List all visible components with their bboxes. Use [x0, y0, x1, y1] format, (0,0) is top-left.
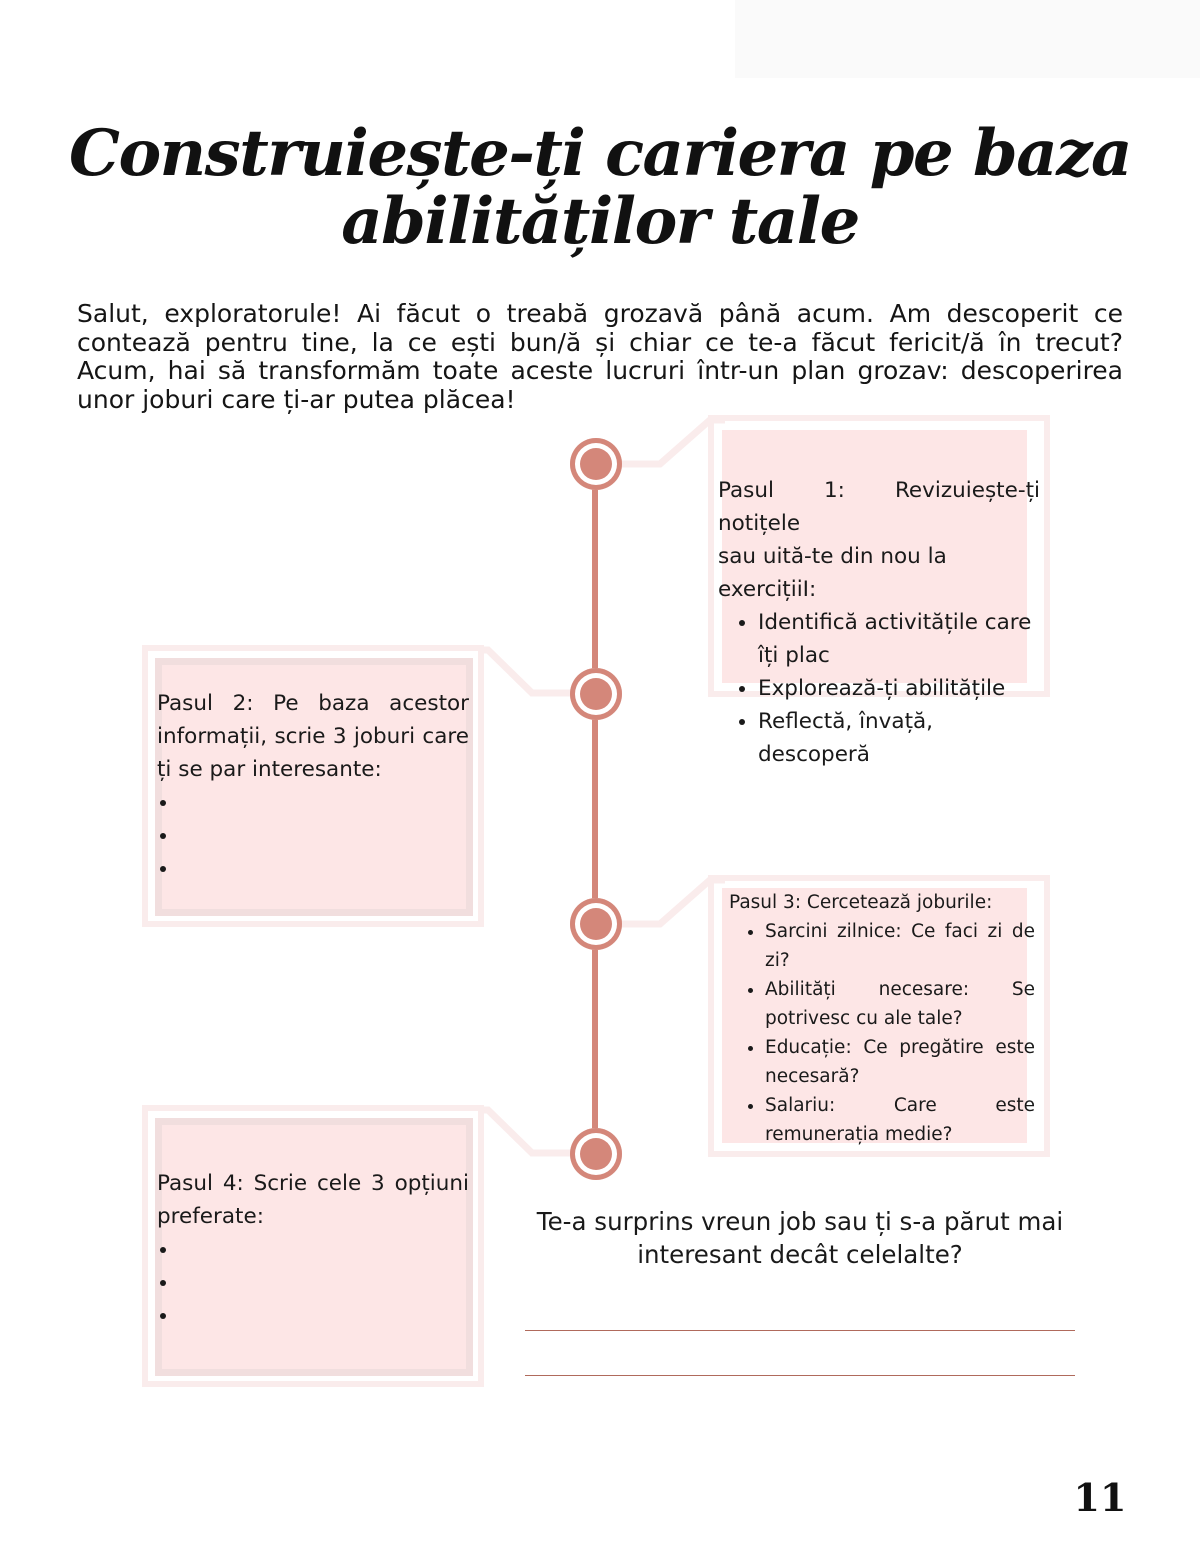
step1-text [718, 474, 1040, 771]
answer-line-2[interactable] [525, 1375, 1075, 1376]
question-line1: Te-a surprins vreun job sau ți s-a părut mai [536, 1207, 1064, 1236]
step3-heading: Pasul 3: Cercetează joburile: [729, 892, 993, 913]
blank-list-item[interactable] [179, 852, 469, 885]
connector-step2 [480, 645, 580, 745]
timeline-node-2 [570, 668, 622, 720]
list-item: • Identifică activitățile care îți plac [758, 606, 1040, 672]
step3-list [729, 917, 1035, 1149]
corner-shade [735, 0, 1200, 78]
step2-list [157, 786, 469, 885]
list-item: • Educație: Ce pregătire este necesară? [765, 1033, 1035, 1091]
timeline-line [592, 480, 598, 1160]
list-item: • Explorează-ți abilitățile [758, 672, 1040, 705]
step2-heading-line2: informații, scrie 3 joburi care [157, 724, 469, 749]
question-line2: interesant decât celelalte? [637, 1240, 963, 1269]
answer-line-1[interactable] [525, 1330, 1075, 1331]
step2-text [157, 687, 469, 885]
timeline-node-4 [570, 1128, 622, 1180]
list-item: • Abilități necesare: Se potrivesc cu ale tale? [765, 975, 1035, 1033]
page-title: Construiește-ți cariera pe baza abilităților tale [69, 116, 1131, 259]
step2-heading-line1: Pasul 2: Pe baza acestor [157, 691, 469, 716]
step1-list [718, 606, 1040, 771]
list-item: • Sarcini zilnice: Ce faci zi de zi? [765, 917, 1035, 975]
step4-heading-line1: Pasul 4: Scrie cele 3 opțiuni [157, 1171, 469, 1196]
timeline-node-3 [570, 898, 622, 950]
step2-heading-line3: ți se par interesante: [157, 757, 382, 782]
connector-step4 [480, 1105, 580, 1205]
list-item: • Salariu: Care este remunerația medie? [765, 1091, 1035, 1149]
blank-list-item[interactable] [179, 786, 469, 819]
page-number: 11 [1073, 1475, 1127, 1520]
blank-list-item[interactable] [179, 1233, 469, 1266]
step4-heading-line2: preferate: [157, 1204, 264, 1229]
list-item: • Reflectă, învață, descoperă [758, 705, 1040, 771]
blank-list-item[interactable] [179, 1266, 469, 1299]
step1-heading-line2: sau uită-te din nou la exercițiiI: [718, 544, 947, 602]
timeline-node-1 [570, 438, 622, 490]
step3-text [729, 888, 1035, 1149]
blank-list-item[interactable] [179, 819, 469, 852]
blank-list-item[interactable] [179, 1299, 469, 1332]
intro-paragraph: Salut, exploratorule! Ai făcut o treabă grozavă până acum. Am descoperit ce contează pentru tine, la ce ești bun/ă și chiar ce te-a făcut fericit/ă în trecut? Acum, hai să transformăm toate aceste lucruri într-un plan grozav: descoperirea unor joburi care ți-ar putea plăcea! [77, 299, 1123, 414]
step4-list [157, 1233, 469, 1332]
step1-heading-line1: Pasul 1: Revizuiește-ți notițele [718, 478, 1040, 536]
step4-text [157, 1167, 469, 1332]
reflection-question [530, 1205, 1070, 1271]
